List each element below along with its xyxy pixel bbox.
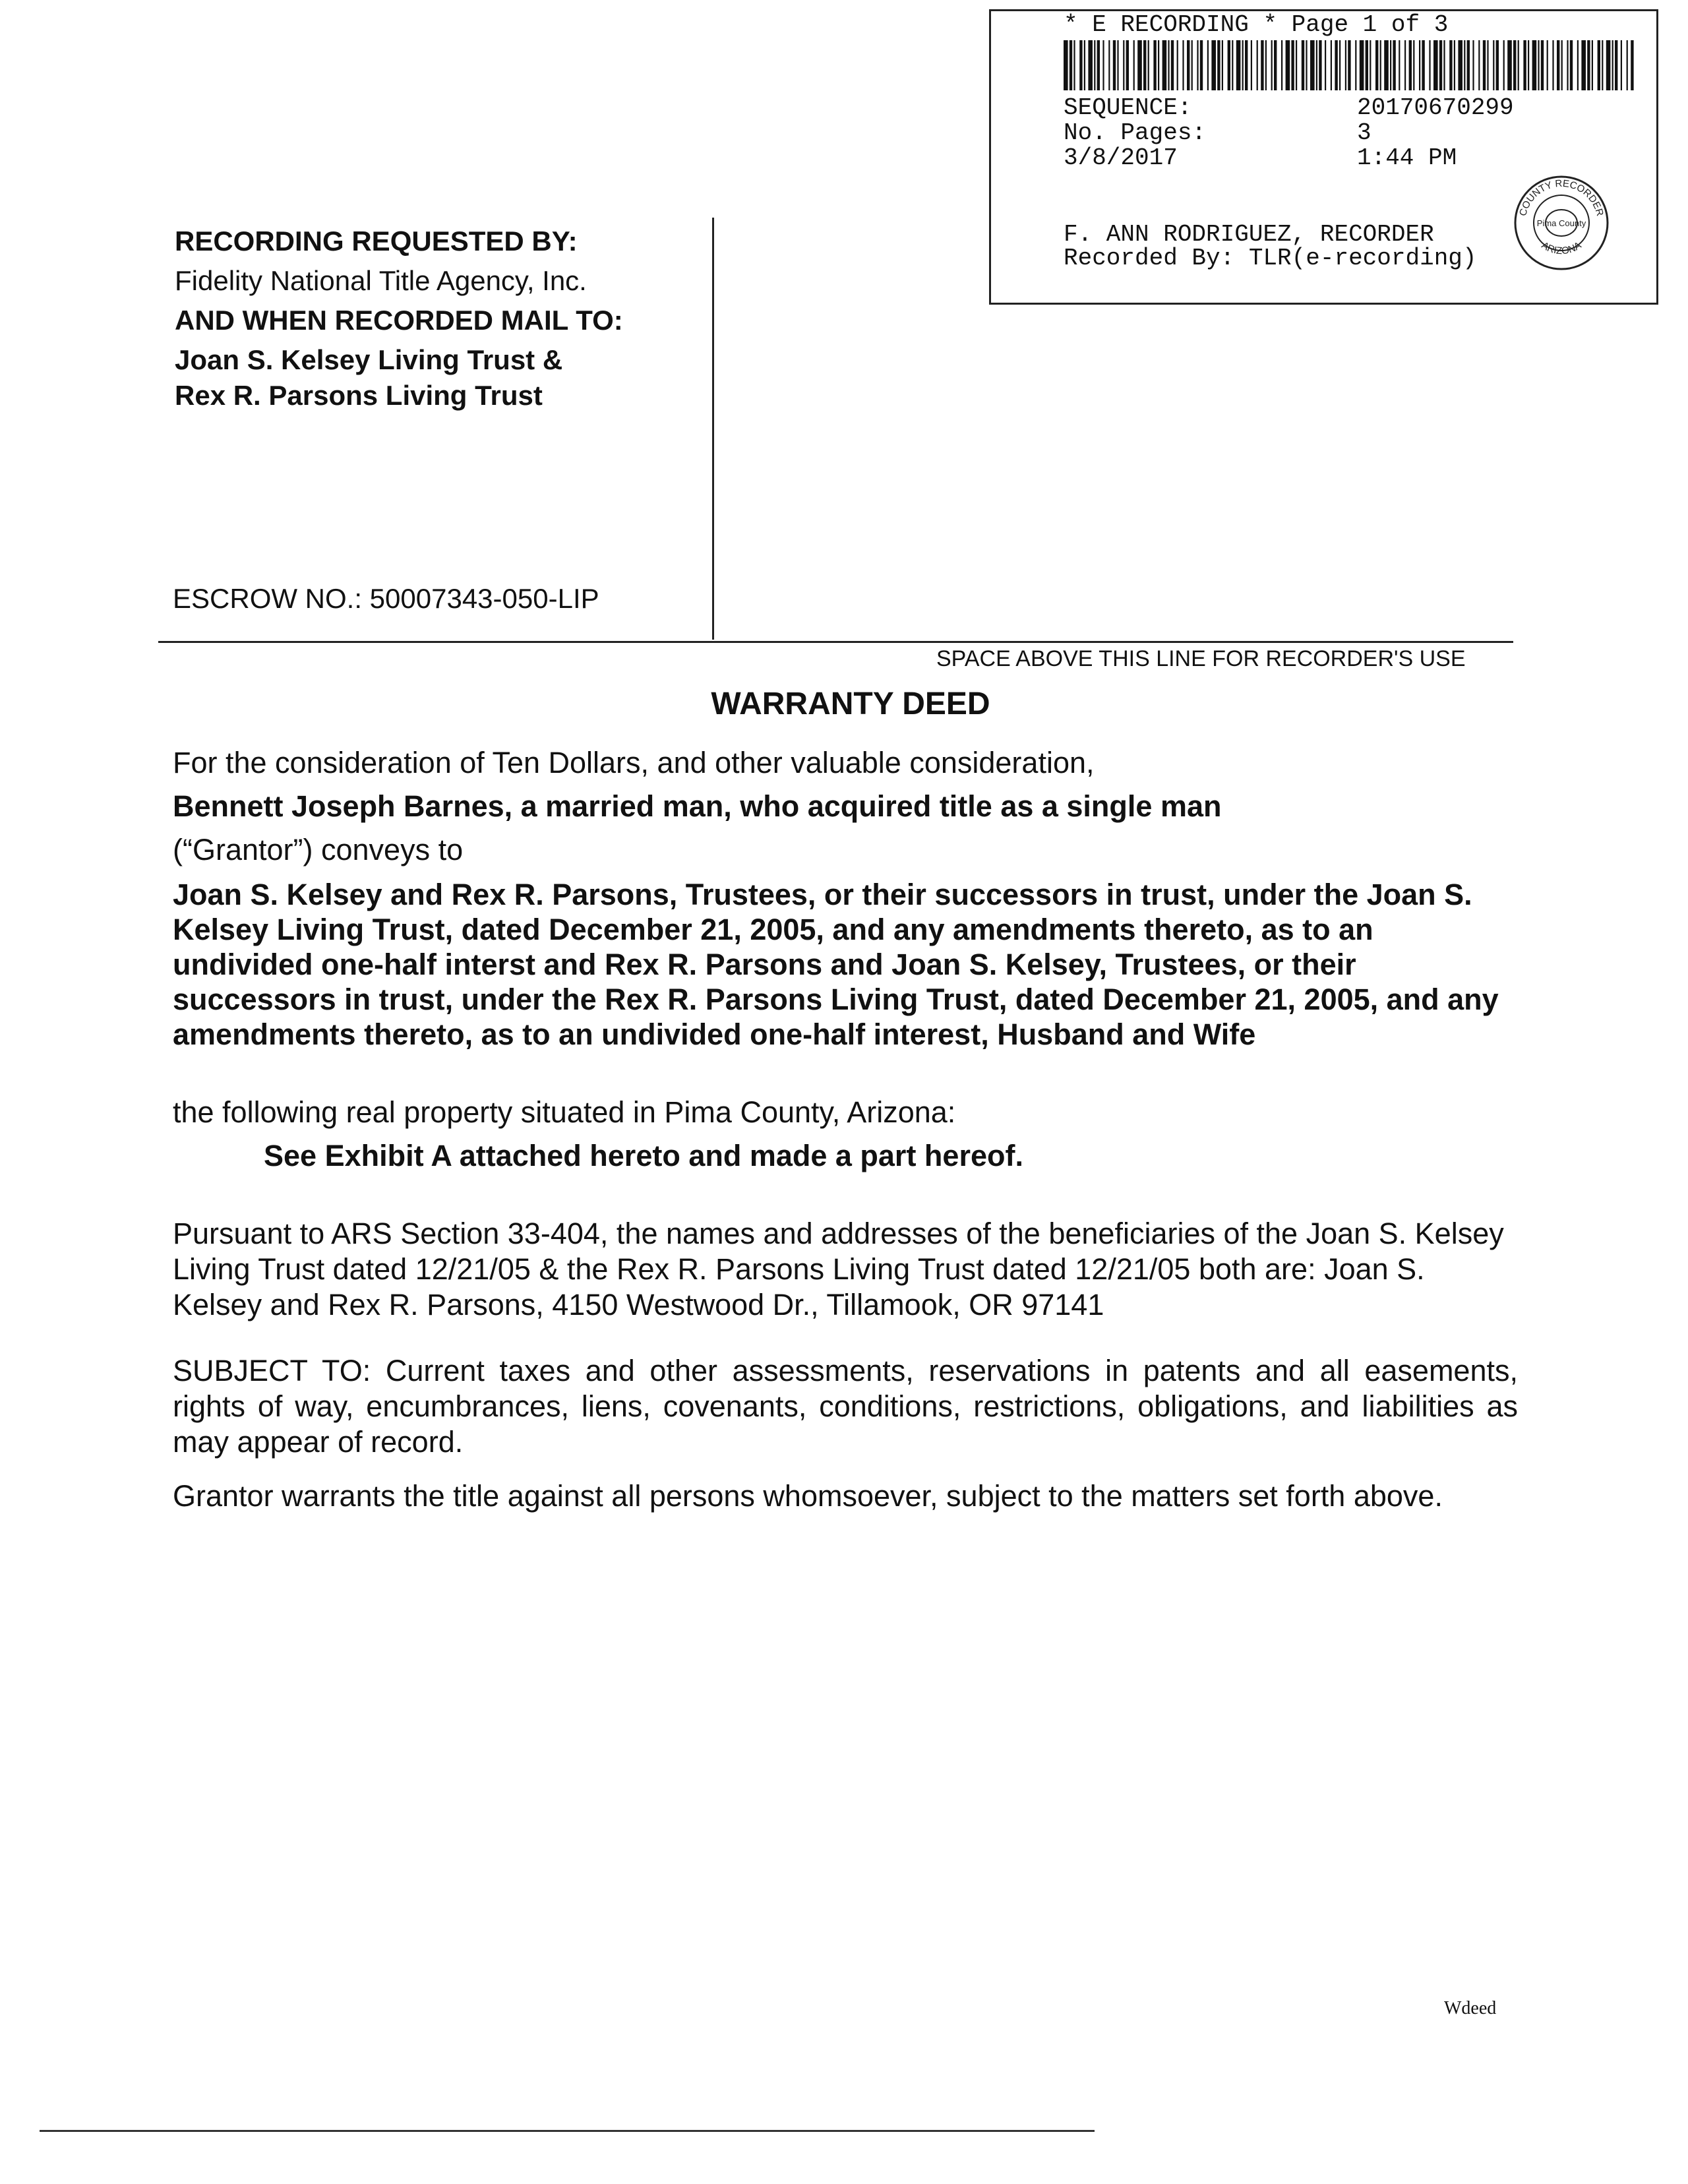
vertical-divider: [712, 218, 714, 640]
recorded-by: Recorded By: TLR(e-recording): [1064, 245, 1477, 272]
stamp-header: * E RECORDING * Page 1 of 3: [1064, 11, 1449, 38]
property-text: the following real property situated in Pima County, Arizona:: [173, 1095, 956, 1129]
svg-text:COUNTY RECORDER: COUNTY RECORDER: [1517, 177, 1606, 218]
recorder-name: F. ANN RODRIGUEZ, RECORDER: [1064, 221, 1434, 248]
recording-date: 3/8/2017: [1064, 144, 1178, 171]
sequence-label: SEQUENCE:: [1064, 94, 1192, 121]
form-code: Wdeed: [1444, 1998, 1497, 2018]
warranty-text: Grantor warrants the title against all persons whomsoever, subject to the matters set forth above.: [173, 1479, 1443, 1513]
svg-text:Pima County: Pima County: [1536, 218, 1586, 228]
recording-requested-label: RECORDING REQUESTED BY:: [175, 226, 578, 257]
recorder-stamp: [989, 9, 1658, 305]
document-title: WARRANTY DEED: [711, 686, 990, 721]
mail-to-label: AND WHEN RECORDED MAIL TO:: [175, 305, 623, 336]
conveys-text: (“Grantor”) conveys to: [173, 833, 464, 866]
grantee-text: Joan S. Kelsey and Rex R. Parsons, Trustees, or their successors in trust, under the Joan S. Kelsey Living Trust, dated December 21, 2005, and any amendments thereto, as to an undivided one-half interst and Rex R. Parsons and Joan S. Kelsey, Trustees, or their successors in trust, under the Rex R. Parsons Living Trust, dated December 21, 2005, and any amendments thereto, as to an undivided one-half interest, Husband and Wife: [173, 878, 1499, 1051]
exhibit-reference: See Exhibit A attached hereto and made a part hereof.: [264, 1139, 1023, 1172]
recorder-space-note: SPACE ABOVE THIS LINE FOR RECORDER'S USE: [936, 646, 1466, 671]
escrow-number: ESCROW NO.: 50007343-050-LIP: [173, 583, 599, 614]
sequence-value: 20170670299: [1357, 94, 1514, 121]
recorder-use-line: [158, 641, 1513, 643]
mail-to-line-1: Joan S. Kelsey Living Trust &: [175, 344, 563, 375]
mail-to-line-2: Rex R. Parsons Living Trust: [175, 380, 543, 411]
recording-time: 1:44 PM: [1357, 144, 1457, 171]
barcode: [1064, 40, 1637, 90]
pages-value: 3: [1357, 119, 1372, 146]
consideration-text: For the consideration of Ten Dollars, and other valuable consideration,: [173, 746, 1095, 779]
footer-line: [40, 2130, 1095, 2132]
subject-to-text: SUBJECT TO: Current taxes and other assessments, reservations in patents and all easements, rights of way, encumbrances, liens, covenants, conditions, restrictions, obligations, and liabilities as may appear of record.: [173, 1354, 1518, 1459]
beneficiaries-text: Pursuant to ARS Section 33-404, the names and addresses of the beneficiaries of the Joan S. Kelsey Living Trust dated 12/21/05 & the Rex R. Parsons Living Trust dated 12/21/05 both are: Joan S. Kelsey and Rex R. Parsons, 4150 Westwood Dr., Tillamook, OR 97141: [173, 1217, 1504, 1321]
county-seal-icon: [1512, 173, 1611, 272]
grantor-text: Bennett Joseph Barnes, a married man, who acquired title as a single man: [173, 789, 1222, 823]
pages-label: No. Pages:: [1064, 119, 1207, 146]
recording-requested-value: Fidelity National Title Agency, Inc.: [175, 265, 587, 296]
svg-text:ARIZONA: ARIZONA: [1539, 239, 1584, 257]
